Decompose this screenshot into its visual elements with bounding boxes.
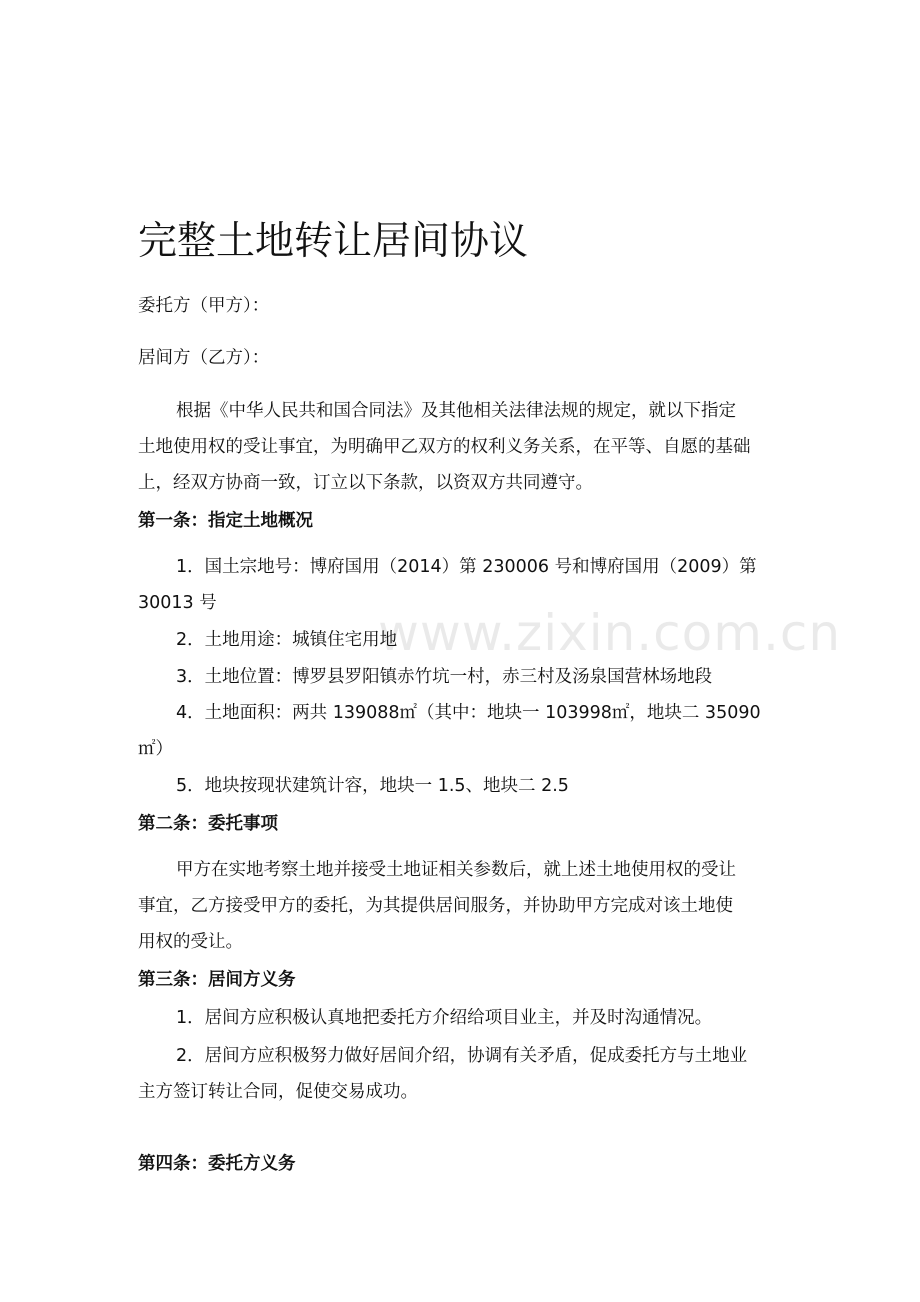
article-1-item: 4．土地面积：两共 139088㎡（其中：地块一 103998㎡，地块二 35090: [176, 703, 761, 723]
article-2-heading: 第二条：委托事项: [138, 814, 278, 834]
article-3-item: 主方签订转让合同，促使交易成功。: [138, 1082, 418, 1102]
article-2-line: 事宜，乙方接受甲方的委托，为其提供居间服务，并协助甲方完成对该土地使: [138, 896, 733, 916]
article-1-item: ㎡）: [138, 739, 173, 759]
article-3-item: 2．居间方应积极努力做好居间介绍，协调有关矛盾，促成委托方与土地业: [176, 1046, 748, 1066]
article-1-item: 1．国土宗地号：博府国用（2014）第 230006 号和博府国用（2009）第: [176, 557, 757, 577]
article-1-item: 3．土地位置：博罗县罗阳镇赤竹坑一村，赤三村及汤泉国营林场地段: [176, 667, 713, 687]
watermark: www.zixin.com.cn: [378, 604, 842, 662]
document-title: 完整土地转让居间协议: [138, 219, 529, 264]
article-1-item: 5．地块按现状建筑计容，地块一 1.5、地块二 2.5: [176, 776, 569, 796]
preamble-line: 根据《中华人民共和国合同法》及其他相关法律法规的规定，就以下指定: [176, 401, 736, 421]
article-3-item: 1．居间方应积极认真地把委托方介绍给项目业主，并及时沟通情况。: [176, 1008, 713, 1028]
article-3-heading: 第三条：居间方义务: [138, 970, 296, 990]
article-2-line: 甲方在实地考察土地并接受土地证相关参数后，就上述土地使用权的受让: [176, 860, 736, 880]
article-1-item: 30013 号: [138, 593, 217, 613]
party-a-line: 委托方（甲方）：: [138, 296, 270, 316]
preamble-line: 上，经双方协商一致，订立以下条款，以资双方共同遵守。: [138, 473, 593, 493]
article-2-line: 用权的受让。: [138, 932, 243, 952]
preamble-line: 土地使用权的受让事宜，为明确甲乙双方的权利义务关系，在平等、自愿的基础: [138, 437, 751, 457]
article-4-heading: 第四条：委托方义务: [138, 1154, 296, 1174]
party-b-line: 居间方（乙方）：: [138, 348, 270, 368]
article-1-item: 2．土地用途：城镇住宅用地: [176, 630, 398, 650]
article-1-heading: 第一条：指定土地概况: [138, 511, 313, 531]
